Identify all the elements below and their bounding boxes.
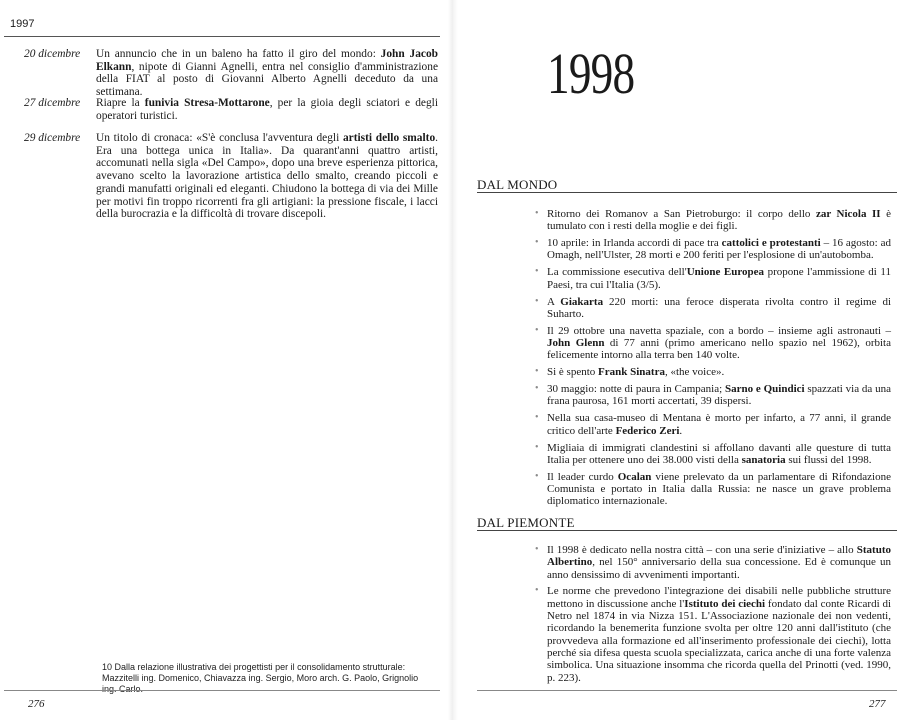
text-run: Un annuncio che in un baleno ha fatto il giro del mondo: [96,48,381,60]
text-run: 220 morti: una feroce disperata rivolta contro il regime di Suharto. [547,295,891,320]
bold-keyword: Sarno e Quindici [724,383,805,396]
bullet-list-dal-piemonte [535,544,891,688]
text-run: Le norme che prevedono l'integrazione dei disabili nelle pubbliche strutture mettono in discussione anche l' [547,585,891,610]
section-heading-dal-mondo: DAL MONDO [477,177,558,192]
text-run: , «the voice». [664,366,725,379]
text-run: Il 1998 è dedicato nella nostra città – con una serie d'iniziative – allo [547,544,857,556]
bullet-item [535,383,891,408]
text-run: . Era una bottega unica in Italia». Da quarant'anni quattro artisti, accomunati nella sigla «Del Campo», dopo una breve esperienza pittorica, avevano scelto la lavorazione artistica dello smalto, creando piccoli e grandi manufatti originali ed eleganti. Chiudono la bottega di via dei Mille per motivi fin troppo ricorrenti fra gli artigiani: la pressione fiscale, i lacci della burocrazia e la difficoltà di trovare discepoli. [96,132,438,221]
text-run: , per la gioia degli sciatori e degli operatori turistici. [96,97,438,122]
text-run: Ritorno dei Romanov a San Pietroburgo: il corpo dello [547,208,816,220]
bold-keyword: Frank Sinatra [598,366,665,379]
text-run: Nella sua casa-museo di Mentana è morto per infarto, a 77 anni, il grande critico dell'arte [547,412,891,437]
bold-keyword: John Jacob Elkann [96,48,438,73]
bullet-item [535,544,891,581]
text-run: viene prelevato da un parlamentare di Rifondazione Comunista e portato in Italia dalla Russia: ne nasce un grave problema diplomatico internazionale. [547,470,891,508]
bullet-item [535,585,891,683]
text-run: di 77 anni (primo americano nello spazio nel 1962), orbita felicemente intorno alla terra ben 140 volte. [547,337,891,362]
bold-keyword: Federico Zeri [615,424,680,437]
section-rule [477,530,897,531]
text-run: . [679,424,683,437]
bold-keyword: Giakarta [560,295,604,308]
footer-rule [4,690,440,691]
text-run: La commissione esecutiva dell' [547,266,687,279]
text-run: 10 aprile: in Irlanda accordi di pace tra [547,237,722,250]
bold-keyword: Istituto dei ciechi [684,597,766,610]
bold-keyword: artisti dello smalto [342,132,436,144]
bold-keyword: Ocalan [617,470,652,483]
text-run: sui flussi del 1998. [785,453,872,466]
bold-keyword: Statuto Albertino [547,544,891,569]
text-run: Migliaia di immigrati clandestini si affollano davanti alle questure di tutta Italia per ottenere uno dei 38.000 visti della [547,441,891,466]
section-heading-dal-piemonte: DAL PIEMONTE [477,515,575,530]
year-title: 1998 [547,41,635,106]
text-run: 30 maggio: notte di paura in Campania; [547,383,725,396]
entry-date: 27 dicembre [24,97,81,109]
bullet-item [535,442,891,467]
chronicle-entry [10,48,438,99]
bullet-item [535,296,891,321]
bold-keyword: funivia Stresa-Mottarone [144,97,270,109]
running-head: 1997 [10,18,35,30]
footer-rule [477,690,897,691]
text-run: Si è spento [547,366,599,379]
section-rule [477,192,897,193]
bullet-item [535,366,891,378]
bullet-item [535,237,891,262]
text-run: , nel 150° anniversario della sua concessione. Ed è comunque un anno densissimo di avvenimenti importanti. [547,556,891,581]
bullet-item [535,266,891,291]
chronicle-entry [10,97,438,122]
text-run: Il 29 ottobre una navetta spaziale, con a bordo – insieme agli astronauti – [547,324,891,337]
text-run: – 16 agosto: ad Omagh, nell'Ulster, 28 morti e 200 feriti per l'esplosione di un'autobomba. [547,237,891,262]
text-run: Un titolo di cronaca: «S'è conclusa l'avventura degli [96,132,343,144]
page-number: 277 [869,698,886,710]
text-run: spazzati via da una frana paurosa, 161 morti accertati, 39 dispersi. [547,383,891,408]
bullet-item [535,208,891,233]
text-run: è tumulato con i resti della moglie e dei figli. [547,208,891,233]
header-rule [4,36,440,37]
text-run: fondato dal conte Ricardi di Netro nel 1874 in via Nizza 151. L'Associazione nazionale dei non vedenti, ricordando la benemerita funzione svolta per oltre 120 anni dall'istituto (che provvedeva alla formazione ed all'inserimento professionale dei ciechi), lotta perché sia difesa questa scuola specializzata, carica anche di una forte valenza simbolica. Una situazione insomma che ricorda quella del Prinotti (ved. 1990, p. 223). [547,597,892,684]
bullet-item [535,412,891,437]
bullet-item [535,325,891,362]
entry-date: 29 dicembre [24,132,81,144]
bold-keyword: Unione Europea [686,266,765,279]
chronicle-entry [10,132,438,221]
left-page [0,0,450,720]
text-run: Riapre la [96,97,145,109]
footnote: 10 Dalla relazione illustrativa dei progettisti per il consolidamento strutturale: Mazzitelli ing. Domenico, Chiavazza ing. Sergio, Moro arch. G. Paolo, Grignolio ing. Carlo. [102,662,419,694]
page-number: 276 [28,698,45,710]
text-run: A [547,295,561,308]
bullet-list-dal-mondo [535,208,891,512]
bullet-item [535,471,891,508]
text-run: propone l'ammissione di 11 Paesi, tra cui l'Italia (3/5). [547,266,891,291]
entry-text [96,97,438,122]
entry-date: 20 dicembre [24,48,81,60]
bold-keyword: zar Nicola II [815,208,881,220]
entry-text [96,48,438,99]
bold-keyword: cattolici e protestanti [721,237,821,250]
right-page [455,0,911,720]
text-run: Il leader curdo [547,470,618,483]
text-run: , nipote di Gianni Agnelli, entra nel consiglio d'amministrazione della FIAT al posto di Giovanni Alberto Agnelli deceduto da una settimana. [96,60,438,99]
bold-keyword: John Glenn [547,337,605,350]
bold-keyword: sanatoria [741,453,786,466]
entry-text [96,132,438,221]
